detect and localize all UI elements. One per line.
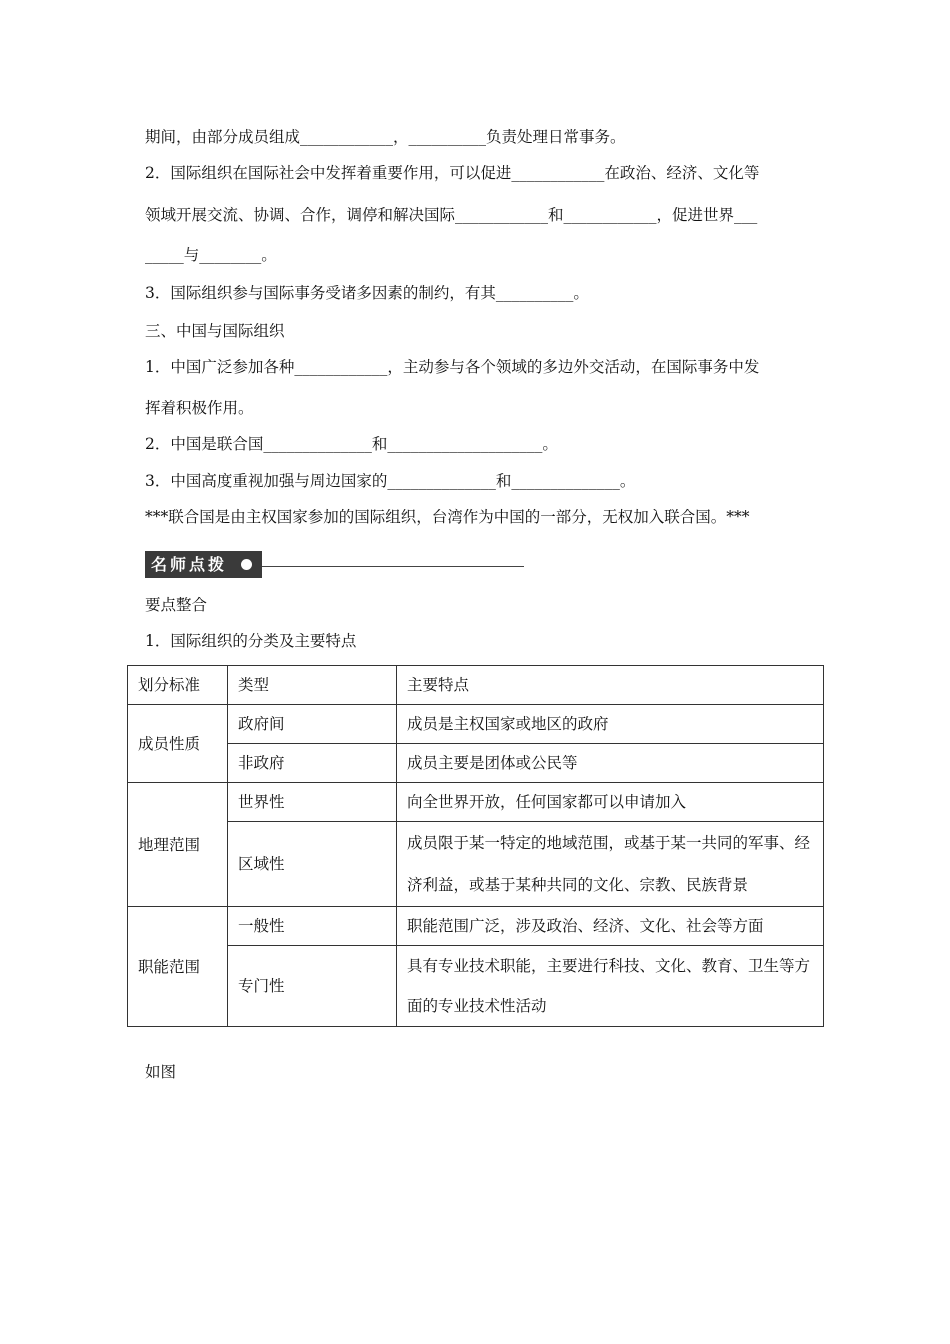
classification-table — [127, 665, 824, 1027]
feature-cell: 成员是主权国家或地区的政府 — [397, 705, 824, 744]
header-cell: 主要特点 — [397, 666, 824, 705]
section-heading: 要点整合 — [145, 596, 208, 614]
figure-caption: 如图 — [145, 1063, 177, 1081]
paragraph-line: 2．中国是联合国______________和____________________。 — [145, 435, 558, 453]
paragraph-line: 3．国际组织参与国际事务受诸多因素的制约，有其__________。 — [145, 284, 589, 302]
table-row — [128, 744, 824, 783]
paragraph-line: 领域开展交流、协调、合作，调停和解决国际____________和____________，促进世界___ — [145, 206, 758, 224]
table-row — [128, 783, 824, 822]
banner-label: 名师点拨 — [145, 551, 262, 578]
feature-cell: 职能范围广泛，涉及政治、经济、文化、社会等方面 — [397, 907, 824, 946]
table-row — [128, 946, 824, 1027]
paragraph-line: 3．中国高度重视加强与周边国家的______________和______________。 — [145, 472, 636, 490]
table-row — [128, 705, 824, 744]
bullet-dot-icon — [241, 559, 252, 570]
paragraph-line: 1．中国广泛参加各种____________，主动参与各个领域的多边外交活动，在国际事务中发 — [145, 358, 760, 376]
paragraph-line: 2．国际组织在国际社会中发挥着重要作用，可以促进____________在政治、经济、文化等 — [145, 164, 760, 182]
feature-cell: 向全世界开放，任何国家都可以申请加入 — [397, 783, 824, 822]
type-cell: 非政府 — [228, 744, 397, 783]
table-row — [128, 907, 824, 946]
type-cell: 政府间 — [228, 705, 397, 744]
paragraph-line: 期间，由部分成员组成____________，__________负责处理日常事务。 — [145, 128, 626, 146]
criterion-cell: 成员性质 — [128, 705, 228, 783]
table-header-row — [128, 666, 824, 705]
type-cell: 世界性 — [228, 783, 397, 822]
teacher-tips-banner — [145, 551, 525, 579]
criterion-cell: 地理范围 — [128, 783, 228, 907]
type-cell: 专门性 — [228, 946, 397, 1027]
table-caption: 1．国际组织的分类及主要特点 — [145, 632, 357, 650]
table-row — [128, 822, 824, 907]
type-cell: 一般性 — [228, 907, 397, 946]
header-cell: 划分标准 — [128, 666, 228, 705]
note-line: ***联合国是由主权国家参加的国际组织，台湾作为中国的一部分，无权加入联合国。*** — [145, 508, 750, 526]
header-cell: 类型 — [228, 666, 397, 705]
feature-cell: 成员主要是团体或公民等 — [397, 744, 824, 783]
feature-cell: 成员限于某一特定的地域范围，或基于某一共同的军事、经济利益，或基于某种共同的文化、宗教、民族背景 — [397, 822, 824, 907]
paragraph-line: 挥着积极作用。 — [145, 399, 254, 417]
feature-cell: 具有专业技术职能，主要进行科技、文化、教育、卫生等方面的专业技术性活动 — [397, 946, 824, 1027]
section-heading: 三、中国与国际组织 — [145, 322, 285, 340]
criterion-cell: 职能范围 — [128, 907, 228, 1027]
paragraph-line: _____与________。 — [145, 246, 277, 264]
banner-divider — [262, 566, 524, 567]
type-cell: 区域性 — [228, 822, 397, 907]
